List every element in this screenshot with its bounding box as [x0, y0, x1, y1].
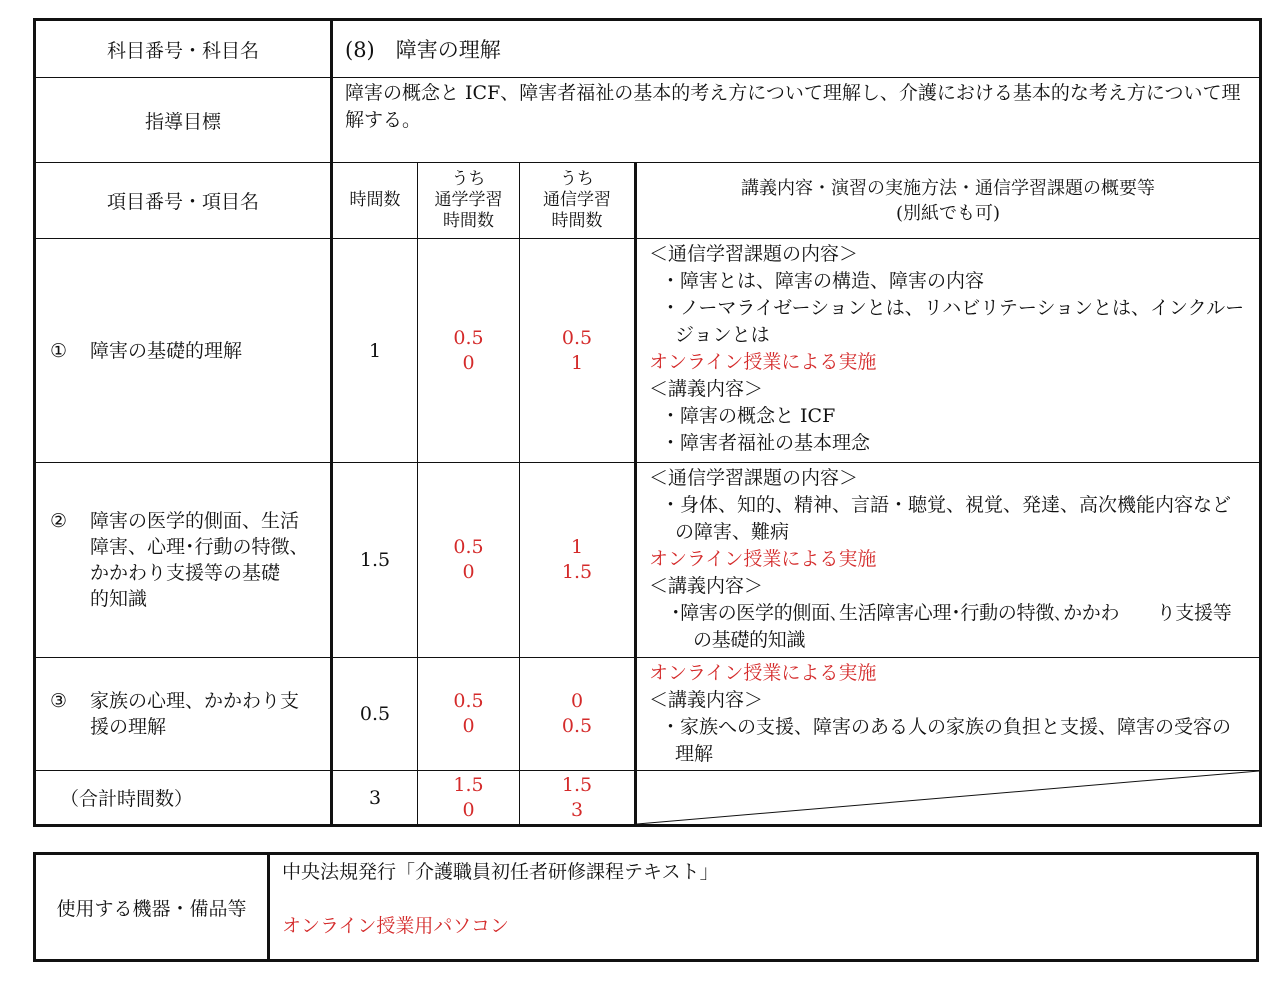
col-corr-line: 通信学習	[543, 190, 611, 210]
total-corr-value: 3	[570, 798, 584, 821]
corr-value: 1	[570, 536, 584, 558]
hours-cell: 1	[332, 239, 418, 463]
corr-heading: ＜通信学習課題の内容＞	[649, 467, 859, 489]
corr-value: 0.5	[561, 326, 593, 349]
item-name-line: 障害の基礎的理解	[90, 339, 243, 362]
subject-row	[35, 20, 1261, 78]
commute-value: 0.5	[453, 536, 484, 558]
hours-cell: 1.5	[332, 463, 418, 658]
equipment-text: 中央法規発行「介護職員初任者研修課程テキスト」	[282, 861, 719, 883]
corr-bullet: ・身体、知的、精神、言語・聴覚、視覚、発達、高次機能内容などの障害、難病	[661, 494, 1232, 543]
col-content-line: 講義内容・演習の実施方法・通信学習課題の概要等	[741, 177, 1155, 199]
online-note: オンライン授業による実施	[649, 548, 877, 570]
content-cell	[636, 239, 1261, 463]
item-name-line: かかわり支援等の基礎	[90, 562, 281, 584]
commute-value: 0	[462, 561, 475, 583]
col-content-line: (別紙でも可)	[895, 202, 1001, 224]
subject-label: 科目番号・科目名	[35, 20, 332, 78]
lecture-bullet: ・家族への支援、障害のある人の家族の負担と支援、障害の受容の理解	[661, 716, 1232, 765]
total-label: （合計時間数）	[35, 771, 332, 826]
item-number: ③	[50, 690, 68, 712]
col-item-header: 項目番号・項目名	[35, 163, 332, 239]
table-row	[35, 239, 1261, 463]
total-commute-value: 1.5	[453, 773, 484, 796]
subject-value: (8) 障害の理解	[332, 20, 1261, 78]
commute-hours-cell	[418, 658, 520, 771]
item-name-line: 家族の心理、かかわり支	[90, 690, 300, 712]
total-blank-cell	[636, 771, 1261, 826]
lecture-bullet: ・障害者福祉の基本理念	[661, 432, 871, 454]
equipment-table	[33, 852, 1259, 962]
commute-hours-cell	[418, 239, 520, 463]
commute-value: 0.5	[453, 690, 484, 712]
col-corr-line: うち	[560, 169, 594, 189]
corr-hours-cell	[520, 239, 636, 463]
item-name-line: 援の理解	[90, 716, 167, 738]
corr-hours-cell	[520, 463, 636, 658]
corr-value: 0	[570, 690, 584, 712]
corr-value: 1.5	[561, 561, 593, 583]
corr-bullet: ・ノーマライゼーションとは、リハビリテーションとは、インクルージョンとは	[661, 297, 1245, 346]
lecture-heading: ＜講義内容＞	[649, 575, 764, 597]
corr-value: 1	[570, 351, 584, 374]
item-name-cell	[35, 463, 332, 658]
item-number: ①	[50, 339, 68, 362]
hours-cell: 0.5	[332, 658, 418, 771]
total-commute-value: 0	[462, 798, 475, 821]
total-commute-cell	[418, 771, 520, 826]
col-commute-header	[418, 163, 520, 239]
table-row	[35, 463, 1261, 658]
corr-hours-cell	[520, 658, 636, 771]
col-commute-line: 時間数	[443, 211, 494, 231]
commute-hours-cell	[418, 463, 520, 658]
commute-value: 0	[462, 351, 475, 374]
col-corr-header	[520, 163, 636, 239]
column-header-row	[35, 163, 1261, 239]
goal-label: 指導目標	[35, 78, 332, 163]
corr-heading: ＜通信学習課題の内容＞	[649, 243, 859, 265]
lecture-heading: ＜講義内容＞	[649, 378, 764, 400]
content-cell	[636, 658, 1261, 771]
lecture-bullet: ･障害の医学的側面､生活障害心理･行動の特徴､かかわ り支援等の基礎的知識	[671, 602, 1232, 651]
equipment-label: 使用する機器・備品等	[35, 854, 269, 961]
item-name-line: 障害、心理･行動の特徴、	[90, 536, 309, 558]
item-name-cell	[35, 239, 332, 463]
item-name-line: 障害の医学的側面、生活	[90, 510, 300, 532]
col-hours-header: 時間数	[332, 163, 418, 239]
online-note: オンライン授業による実施	[649, 662, 877, 684]
total-corr-value: 1.5	[561, 773, 593, 796]
lecture-bullet: ・障害の概念と ICF	[661, 405, 836, 427]
total-hours: 3	[332, 771, 418, 826]
commute-value: 0	[462, 715, 475, 737]
item-name-line: 的知識	[90, 588, 148, 610]
online-note: オンライン授業による実施	[649, 351, 877, 373]
col-corr-line: 時間数	[551, 211, 603, 231]
total-corr-cell	[520, 771, 636, 826]
col-commute-line: 通学学習	[434, 190, 503, 210]
table-row	[35, 658, 1261, 771]
equipment-row	[35, 854, 1258, 961]
item-name-cell	[35, 658, 332, 771]
col-commute-line: うち	[451, 169, 486, 189]
corr-value: 0.5	[561, 715, 593, 737]
equipment-online: オンライン授業用パソコン	[282, 915, 510, 937]
total-row	[35, 771, 1261, 826]
equipment-value	[269, 854, 1258, 961]
lecture-heading: ＜講義内容＞	[649, 689, 764, 711]
corr-bullet: ・障害とは、障害の構造、障害の内容	[661, 270, 985, 292]
commute-value: 0.5	[453, 326, 484, 349]
diagonal-slash	[637, 771, 1259, 824]
goal-value: 障害の概念と ICF、障害者福祉の基本的考え方について理解し、介護における基本的な考え方について理解する。	[332, 78, 1261, 163]
col-content-header	[636, 163, 1261, 239]
goal-row	[35, 78, 1261, 163]
item-number: ②	[50, 510, 68, 532]
curriculum-table	[33, 18, 1262, 827]
content-cell	[636, 463, 1261, 658]
